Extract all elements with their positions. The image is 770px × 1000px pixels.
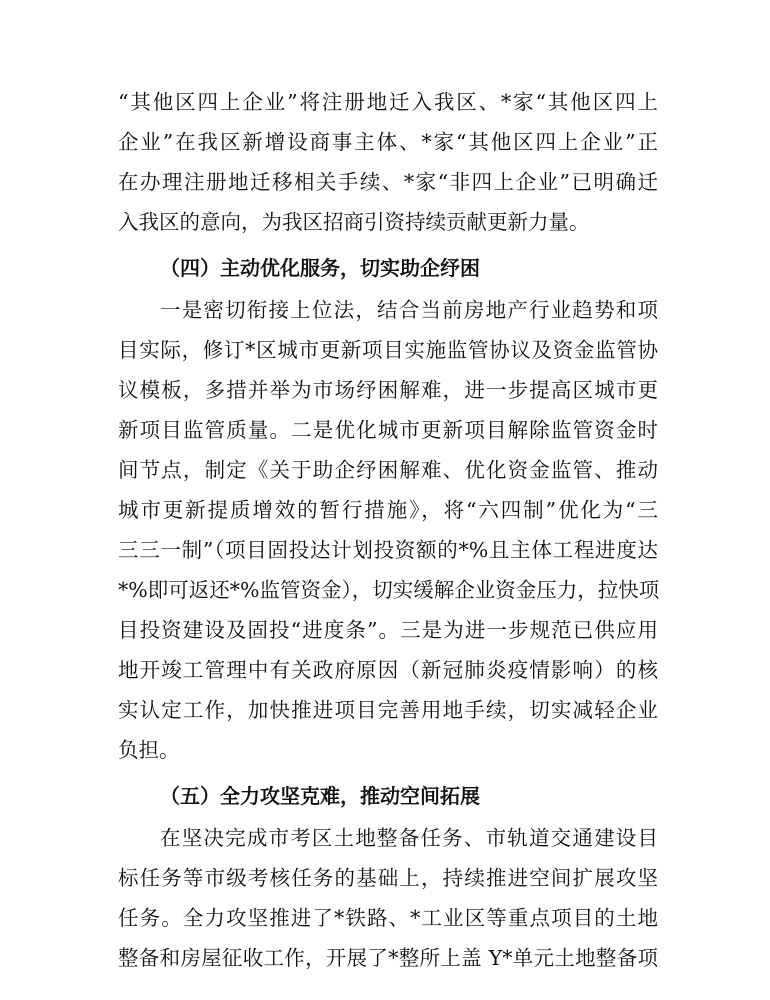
text-line: 整备和房屋征收工作，开展了*整所上盖 Y*单元土地整备项: [118, 946, 658, 970]
text-line: 目投资建设及固投“进度条”。三是为进一步规范已供应用: [118, 618, 658, 642]
text-line: 城市更新提质增效的暂行措施》，将“六四制”优化为“三: [118, 498, 658, 522]
text-line: 入我区的意向，为我区招商引资持续贡献更新力量。: [118, 210, 590, 234]
text-line: 地开竣工管理中有关政府原因（新冠肺炎疫情影响）的核: [118, 658, 658, 682]
text-line: “其他区四上企业”将注册地迁入我区、*家“其他区四上: [118, 90, 658, 114]
text-line: 标任务等市级考核任务的基础上，持续推进空间扩展攻坚: [118, 866, 658, 890]
text-line: 任务。全力攻坚推进了*铁路、*工业区等重点项目的土地: [118, 906, 658, 930]
text-line: 议模板，多措并举为市场纾困解难，进一步提高区城市更: [118, 378, 658, 402]
text-line: 目实际，修订*区城市更新项目实施监管协议及资金监管协: [118, 338, 658, 362]
text-line: 间节点，制定《关于助企纾困解难、优化资金监管、推动: [118, 458, 658, 482]
paragraph-1: [118, 82, 658, 242]
text-line: 一是密切衔接上位法，结合当前房地产行业趋势和项: [160, 298, 658, 322]
section-heading-4: （四）主动优化服务，切实助企纾困: [160, 256, 480, 280]
text-line: 在坚决完成市考区土地整备任务、市轨道交通建设目: [160, 826, 658, 850]
text-line: 企业”在我区新增设商事主体、*家“其他区四上企业”正: [118, 130, 658, 154]
text-line: *%即可返还*%监管资金），切实缓解企业资金压力，拉快项: [118, 578, 660, 602]
document-page: [118, 82, 658, 978]
paragraph-3: [118, 818, 658, 978]
paragraph-2: [118, 290, 658, 770]
section-heading-5: （五）全力攻坚克难，推动空间拓展: [160, 784, 480, 808]
text-line: 在办理注册地迁移相关手续、*家“非四上企业”已明确迁: [118, 170, 658, 194]
text-line: 新项目监管质量。二是优化城市更新项目解除监管资金时: [118, 418, 658, 442]
text-line: 三三一制”（项目固投达计划投资额的*%且主体工程进度达: [118, 538, 658, 562]
text-line: 实认定工作，加快推进项目完善用地手续，切实减轻企业: [118, 698, 658, 722]
text-line: 负担。: [118, 738, 180, 762]
